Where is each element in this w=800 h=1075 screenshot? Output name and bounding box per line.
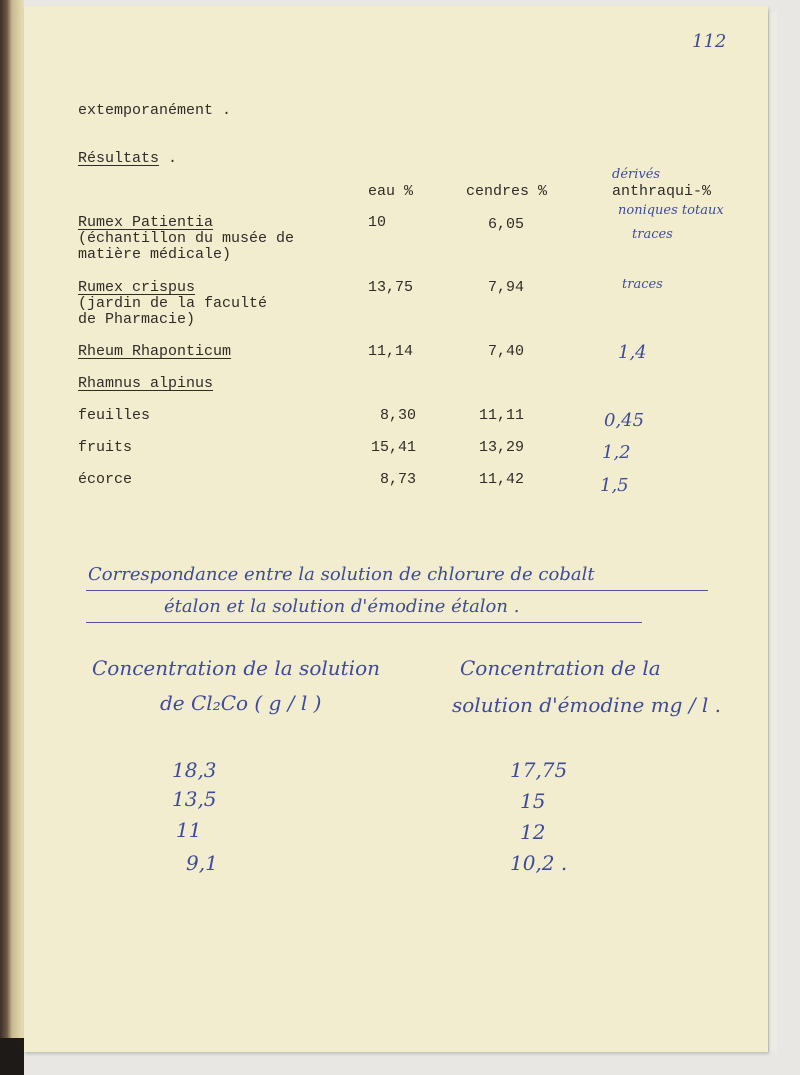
row-ash: 13,29 <box>478 439 524 456</box>
row-note: (échantillon du musée de <box>78 230 295 247</box>
cobalt-value: 13,5 <box>172 787 217 811</box>
col1-header-line-2: de Cl₂Co ( g / l ) <box>160 691 322 715</box>
cobalt-value: 9,1 <box>186 851 218 875</box>
row-name: écorce <box>78 471 133 488</box>
col2-header-line-1: Concentration de la <box>460 656 661 680</box>
emodin-value: 15 <box>520 789 546 813</box>
book-binding <box>0 0 24 1075</box>
page-number: 112 <box>692 31 727 52</box>
title-underline-1 <box>86 590 708 591</box>
row-name: feuilles <box>78 407 151 424</box>
cobalt-value: 11 <box>176 818 202 842</box>
row-anthra: traces <box>622 277 663 292</box>
row-name: Rhamnus alpinus <box>78 375 214 392</box>
next-page-edge <box>768 12 777 1052</box>
row-ash: 11,11 <box>478 407 524 424</box>
col-header-anthra-2: anthraqui-% <box>612 183 712 200</box>
col2-header-line-2: solution d'émodine mg / l . <box>452 693 722 717</box>
row-name: Rheum Rhaponticum <box>78 343 232 360</box>
row-anthra: 0,45 <box>604 410 645 431</box>
row-anthra: traces <box>632 227 673 242</box>
handwritten-title-line-1: Correspondance entre la solution de chlorure de cobalt <box>88 564 595 585</box>
emodin-value: 10,2 . <box>510 851 568 875</box>
row-anthra: 1,4 <box>618 342 647 363</box>
handwritten-title-line-2: étalon et la solution d'émodine étalon . <box>164 596 520 617</box>
row-note: (jardin de la faculté <box>78 295 268 312</box>
row-water: 10 <box>368 214 387 231</box>
row-anthra: 1,5 <box>600 475 629 496</box>
cobalt-value: 18,3 <box>172 758 217 782</box>
col-header-water: eau % <box>368 183 414 200</box>
row-ash: 7,40 <box>487 343 524 360</box>
title-underline-2 <box>86 622 642 623</box>
col-header-anthra-3: noniques totaux <box>618 203 724 218</box>
row-water: 15,41 <box>370 439 416 456</box>
row-water: 13,75 <box>368 279 414 296</box>
row-note: de Pharmacie) <box>78 311 196 328</box>
row-water: 8,30 <box>379 407 416 424</box>
row-name: fruits <box>78 439 133 456</box>
section-heading-dot: . <box>168 150 178 167</box>
binding-shadow <box>0 1038 24 1075</box>
row-ash: 11,42 <box>478 471 524 488</box>
row-ash: 7,94 <box>487 279 524 296</box>
section-heading <box>78 151 177 167</box>
emodin-value: 17,75 <box>510 758 568 782</box>
row-water: 11,14 <box>368 343 414 360</box>
row-water: 8,73 <box>379 471 416 488</box>
row-name: Rumex Patientia <box>78 214 214 231</box>
col1-header-line-1: Concentration de la solution <box>92 656 380 680</box>
row-note: matière médicale) <box>78 246 232 263</box>
section-heading-text: Résultats <box>78 150 160 167</box>
col-header-ash: cendres % <box>466 183 548 200</box>
intro-text: extemporanément . <box>78 102 232 119</box>
row-anthra: 1,2 <box>602 442 631 463</box>
row-name: Rumex crispus <box>78 279 196 296</box>
emodin-value: 12 <box>520 820 546 844</box>
col-header-anthra-1: dérivés <box>612 167 661 182</box>
row-ash: 6,05 <box>487 216 524 233</box>
